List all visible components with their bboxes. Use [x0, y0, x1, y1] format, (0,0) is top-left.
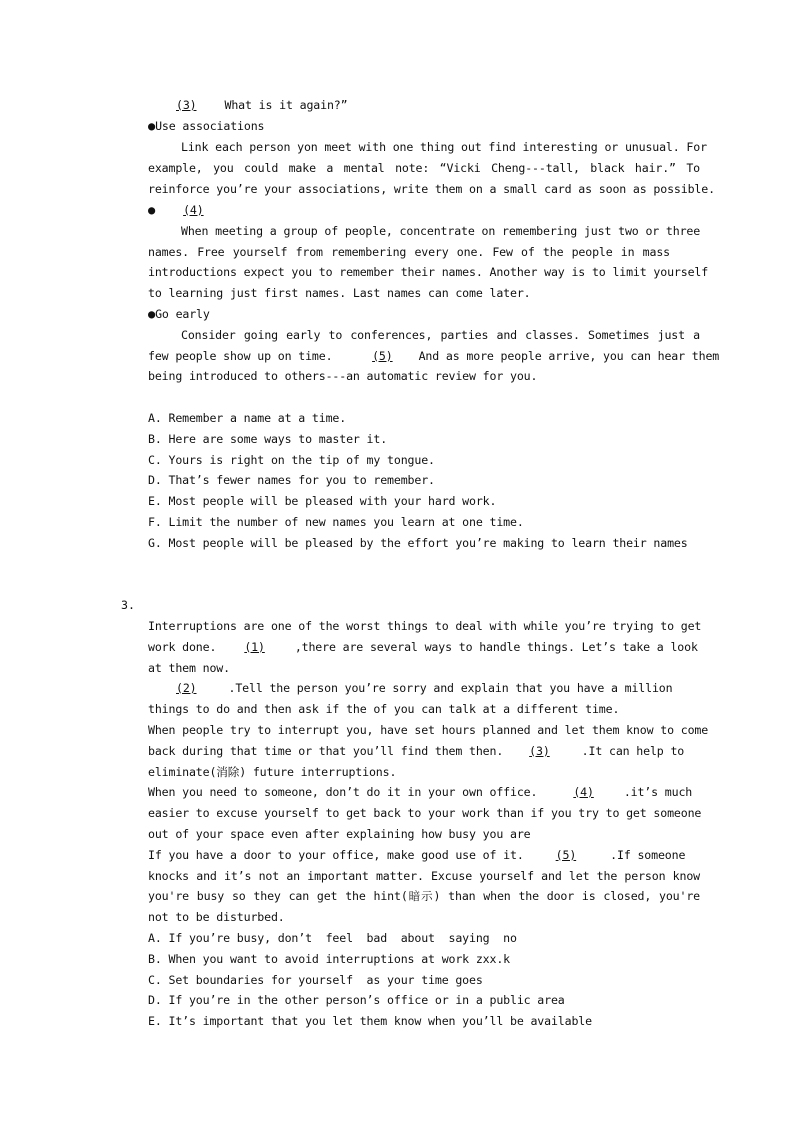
bullet-icon: ● — [148, 203, 156, 217]
option-item: B. When you want to avoid interruptions at work zxx.k — [148, 952, 510, 966]
answer-blank-5[interactable]: (5) — [372, 349, 393, 363]
paragraph-associations-line: Link each person yon meet with one thing out find interesting or unusual. For — [181, 140, 707, 154]
line-q3 — [148, 97, 700, 113]
paragraph-line: back during that time or that you’ll find them then. (3) .It can help to — [148, 744, 685, 758]
paragraph-line: out of your space even after explaining how busy you are — [148, 827, 531, 841]
heading-go-early: ●Go early — [148, 307, 210, 321]
answer-blank-2[interactable]: (2) — [176, 681, 197, 695]
paragraph-line: work done. (1) ,there are several ways to handle things. Let’s take a look — [148, 640, 698, 654]
option-item: D. If you’re in the other person’s office or in a public area — [148, 993, 565, 1007]
answer-blank-3[interactable]: (3) — [176, 98, 197, 112]
option-item: C. Set boundaries for yourself as your time goes — [148, 973, 483, 987]
option-item: D. That’s fewer names for you to remember. — [148, 473, 435, 487]
option-item: C. Yours is right on the tip of my tongue. — [148, 453, 435, 467]
paragraph-line: knocks and it’s not an important matter. Excuse yourself and let the person know — [148, 869, 700, 883]
option-item: E. Most people will be pleased with your hard work. — [148, 494, 497, 508]
option-item: G. Most people will be pleased by the effort you’re making to learn their names — [148, 536, 688, 550]
answer-blank-1[interactable]: (1) — [244, 640, 265, 654]
paragraph-line: not to be disturbed. — [148, 910, 285, 924]
paragraph-line: If you have a door to your office, make good use of it. (5) .If someone — [148, 848, 686, 862]
paragraph-line: (2) .Tell the person you’re sorry and explain that you have a million — [148, 680, 700, 696]
paragraph-early-line: few people show up on time. (5) And as more people arrive, you can hear them — [148, 349, 720, 363]
heading-blank-4 — [148, 202, 700, 218]
answer-blank-4[interactable]: (4) — [183, 203, 204, 217]
option-item: A. Remember a name at a time. — [148, 411, 347, 425]
paragraph-line: Interruptions are one of the worst things to deal with while you’re trying to get — [148, 619, 702, 633]
paragraph-line: When you need to someone, don’t do it in your own office. (4) .it’s much — [148, 785, 693, 799]
bullet-icon: ● — [148, 307, 156, 321]
paragraph-group-line: names. Free yourself from remembering every one. Few of the people in mass — [148, 245, 670, 259]
paragraph-early-line: Consider going early to conferences, parties and classes. Sometimes just a — [181, 328, 700, 342]
option-item: F. Limit the number of new names you learn at one time. — [148, 515, 524, 529]
paragraph-line: things to do and then ask if the of you can talk at a different time. — [148, 702, 620, 716]
option-item: A. If you’re busy, don’t feel bad about saying no — [148, 931, 517, 945]
paragraph-line: easier to excuse yourself to get back to your work than if you try to get someone — [148, 806, 702, 820]
paragraph-associations-line: reinforce you’re your associations, write them on a small card as soon as possible. — [148, 182, 715, 196]
paragraph-associations-line: example, you could make a mental note: “Vicki Cheng---tall, black hair.” To — [148, 161, 700, 175]
line-q3-text: What is it again?” — [224, 98, 348, 112]
question-number: 3. — [121, 598, 135, 612]
answer-blank-3[interactable]: (3) — [529, 744, 550, 758]
answer-blank-5[interactable]: (5) — [555, 848, 577, 862]
bullet-icon: ● — [148, 119, 156, 133]
paragraph-group-line: to learning just first names. Last names can come later. — [148, 286, 531, 300]
paragraph-line: you're busy so they can get the hint(暗示) than when the door is closed, you're — [148, 889, 700, 903]
option-item: E. It’s important that you let them know when you’ll be available — [148, 1014, 592, 1028]
paragraph-line: at them now. — [148, 661, 230, 675]
answer-blank-4[interactable]: (4) — [573, 785, 594, 799]
option-item: B. Here are some ways to master it. — [148, 432, 388, 446]
paragraph-early-line: being introduced to others---an automatic review for you. — [148, 369, 538, 383]
paragraph-line: When people try to interrupt you, have set hours planned and let them know to come — [148, 723, 709, 737]
paragraph-group-line: When meeting a group of people, concentrate on remembering just two or three — [181, 224, 701, 238]
heading-use-associations: ●Use associations — [148, 119, 265, 133]
paragraph-line: eliminate(消除) future interruptions. — [148, 765, 397, 779]
paragraph-group-line: introductions expect you to remember their names. Another way is to limit yourself — [148, 265, 709, 279]
